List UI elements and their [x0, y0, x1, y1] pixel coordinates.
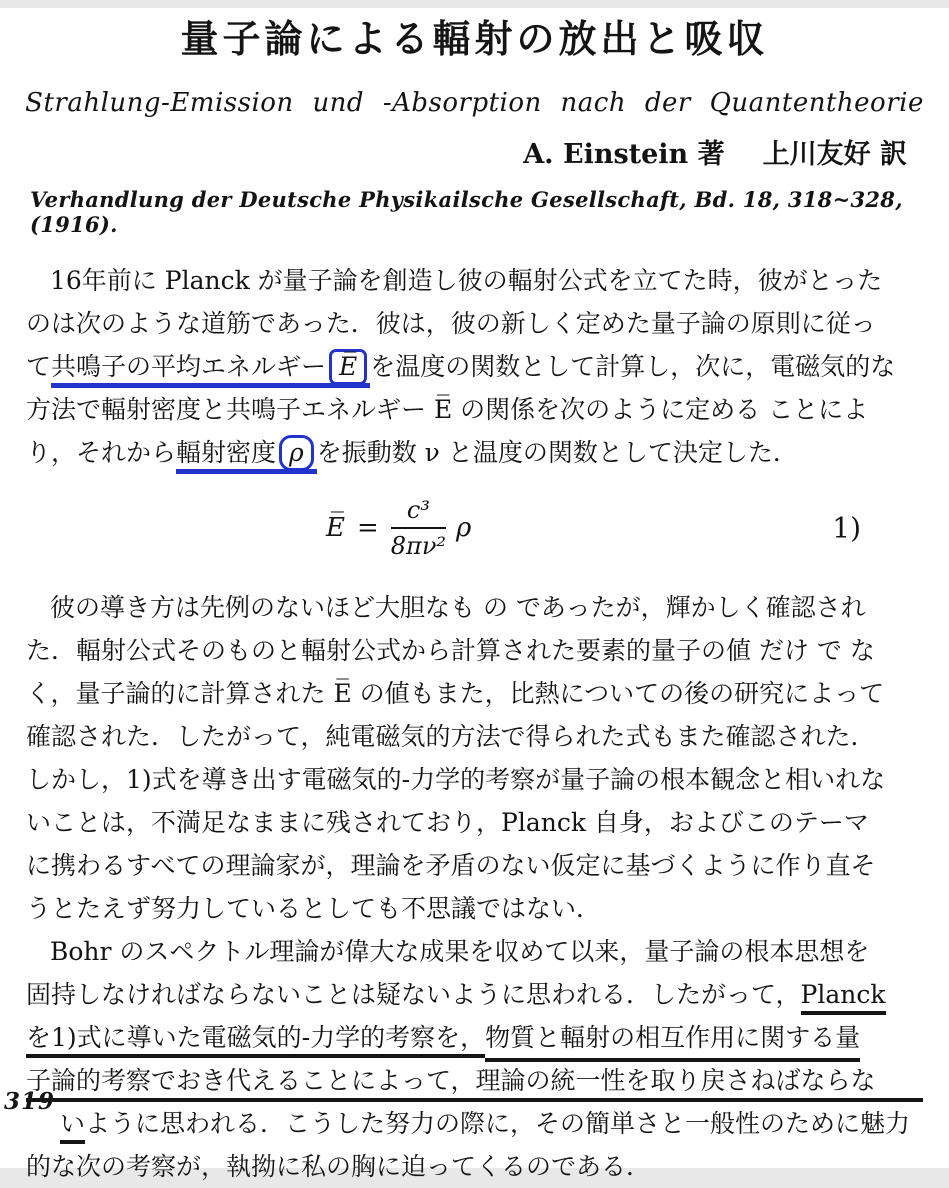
body-line: しかし，1)式を導き出す電磁気的-力学的考察が量子論の根本観念と相いれな [26, 765, 886, 795]
pen-underline-segment: 物質と輻射の相互作用に関する量 [485, 1023, 860, 1062]
body-line: 16年前に Planck が量子論を創造し彼の輻射公式を立てた時，彼がとった [50, 266, 883, 296]
document-body [0, 259, 949, 1188]
equation-equals: = [356, 513, 379, 544]
author-name: A. Einstein 著 [523, 139, 725, 171]
equation-lhs: E̅ [326, 513, 345, 544]
equation-fraction [391, 496, 446, 560]
body-line: 方法で輻射密度と共鳴子エネルギー E̅ の関係を次のように定める ことによ [26, 395, 869, 425]
body-line [26, 1016, 923, 1059]
body-line: に携わるすべての理論家が，理論を矛盾のない仮定に基づくように作り直そ [26, 851, 876, 881]
equation-denominator: 8πν² [390, 532, 447, 561]
body-line: た．輻射公式そのものと輻射公式から計算された要素的量子の値 だけ で な [26, 636, 875, 666]
annotation-box-rho: ρ [279, 435, 314, 471]
pen-underline-char: い [60, 1109, 85, 1144]
body-line: うとたえず努力しているとしても不思議ではない． [26, 894, 602, 924]
body-text: を振動数 ν と温度の関数として決定した． [316, 438, 798, 468]
body-text: 共鳴子の平均エネルギー [51, 352, 327, 382]
annotation-box-ebar: E̅ [329, 349, 367, 385]
body-text: て [26, 352, 52, 382]
body-line [26, 345, 923, 388]
body-text: ように思われる．こうした努力の際に，その簡単さと一般性のために魅力 [85, 1109, 911, 1139]
body-line: いことは，不満足なままに残されており，Planck 自身，およびこのテーマ [26, 808, 869, 838]
body-line: 的な次の考察が，執拗に私の胸に迫ってくるのである． [26, 1152, 652, 1182]
equation-numerator: c³ [391, 496, 446, 529]
body-line: 確認された．したがって，純電磁気的方法で得られた式もまた確認された． [26, 722, 876, 752]
translator-name: 上川友好 訳 [762, 139, 907, 171]
body-line-underlined: 子論的考察でおき代えることによって，理論の統一性を取り戻さねばならな [26, 1059, 923, 1102]
body-line: のは次のような道筋であった．彼は，彼の新しく定めた量子論の原則に従っ [26, 309, 876, 339]
citation: Verhandlung der Deutsche Physikailsche Gesellschaft, Bd. 18, 318~328, (1916). [30, 187, 903, 238]
body-text: 固持しなければならないことは疑ないように思われる．したがって， [26, 980, 801, 1010]
body-text: を温度の関数として計算し，次に，電磁気的な [370, 352, 896, 382]
paper-subtitle: Strahlung-Emission und -Absorption nach der Quantentheorie [25, 88, 924, 119]
body-line: く，量子論的に計算された E̅ の値もまた，比熱についての後の研究によって [26, 679, 885, 709]
scanned-paper-page [0, 8, 949, 1182]
page-number: 319 [4, 1088, 56, 1115]
body-text: り，それから [26, 438, 177, 468]
highlight-underline-mean-energy [51, 352, 370, 388]
body-line: Bohr のスペクトル理論が偉大な成果を収めて以来，量子論の根本思想を [50, 937, 870, 967]
body-line: 彼の導き方は先例のないほど大胆なも の であったが，輝かしく確認され [50, 593, 866, 623]
author-line [0, 132, 949, 171]
equation-rhs: ρ [456, 513, 472, 544]
paper-title: 量子論による輻射の放出と吸収 [180, 16, 769, 61]
highlight-underline-radiation-density [176, 438, 317, 474]
body-line [26, 431, 923, 474]
body-line [26, 973, 923, 1016]
equation-number: 1) [832, 511, 861, 545]
body-line [26, 1102, 923, 1145]
body-text: 輻射密度 [176, 438, 277, 468]
equation-1 [26, 484, 923, 572]
pen-underline-planck: Planck [801, 980, 886, 1015]
pen-underline-segment: を1)式に導いた電磁気的-力学的考察を， [26, 1023, 485, 1058]
